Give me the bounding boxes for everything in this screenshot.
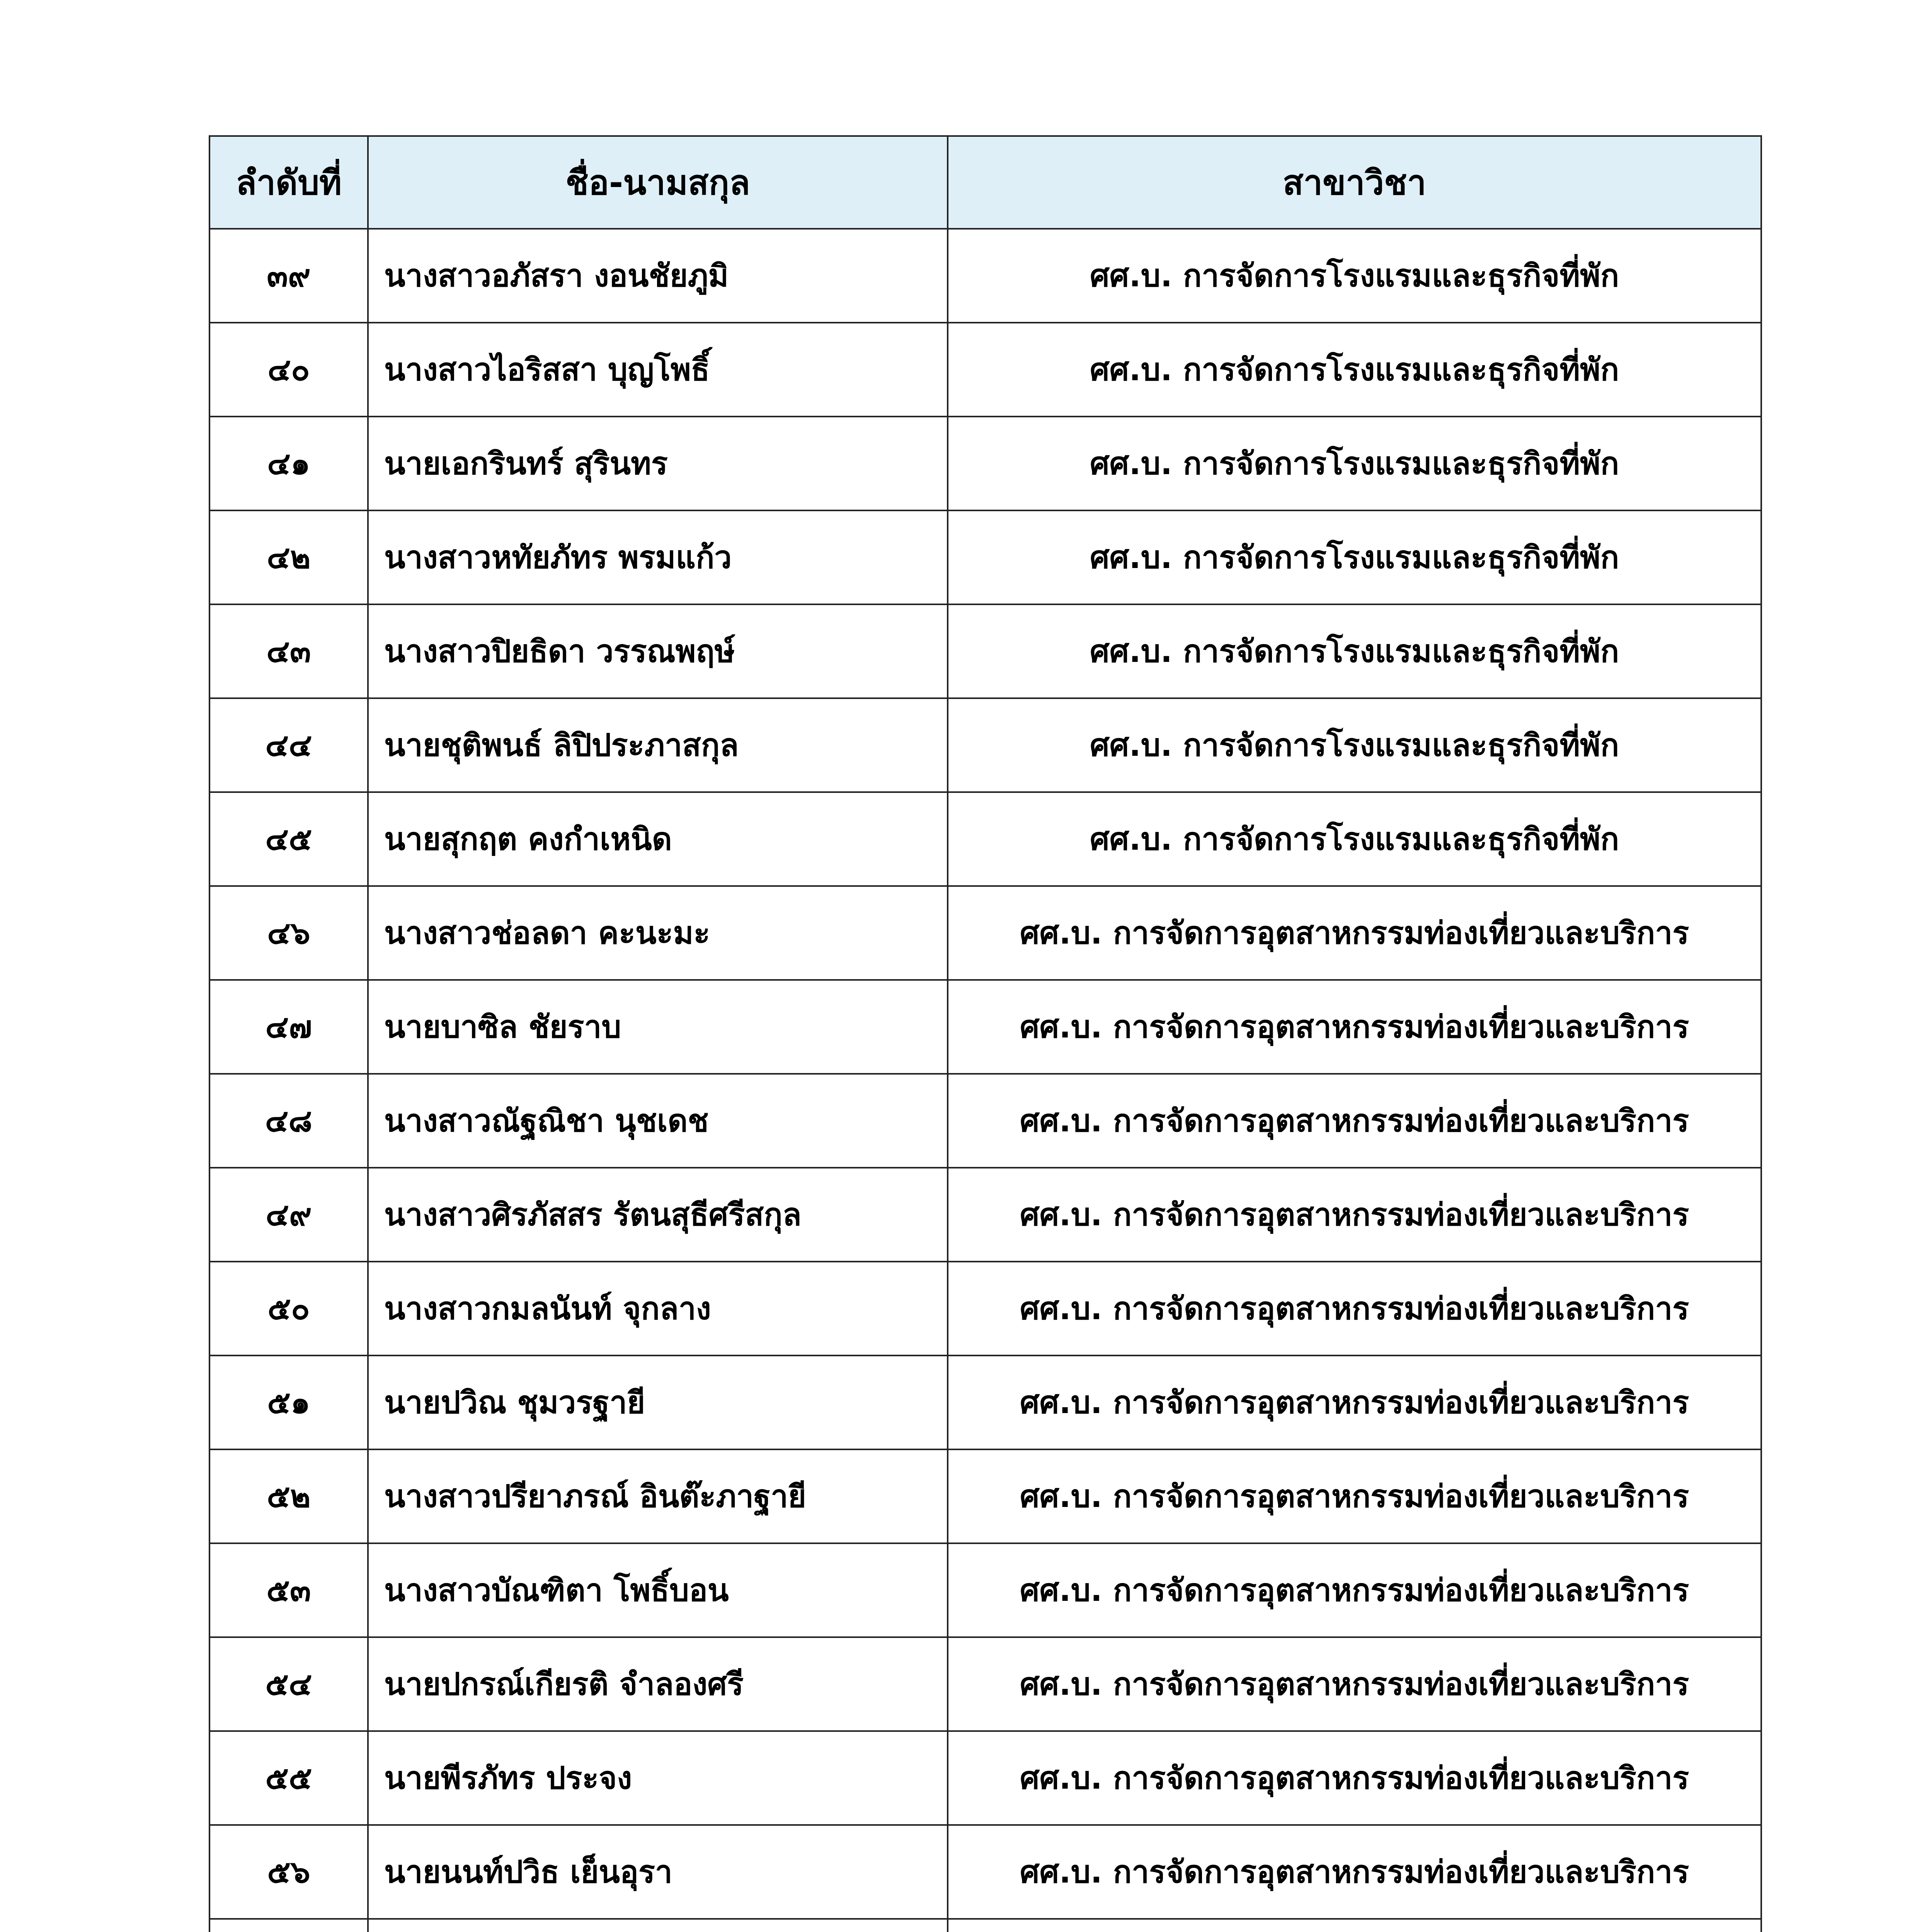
row-number: ๔๗ [209,980,368,1074]
table-row [209,1074,1761,1168]
column-header-number: ลำดับที่ [209,136,368,229]
major-name: ศศ.บ. การจัดการโรงแรมและธุรกิจที่พัก [948,323,1761,417]
major-name: ศศ.บ. การจัดการโรงแรมและธุรกิจที่พัก [948,510,1761,604]
table-row [209,980,1761,1074]
major-name: ศศ.บ. การจัดการโรงแรมและธุรกิจที่พัก [948,698,1761,792]
table-row [209,1919,1761,1932]
table-row [209,1637,1761,1731]
table-header-row [209,136,1761,229]
major-name: ศศ.บ. การจัดการอุตสาหกรรมท่องเที่ยวและบริการ [948,1262,1761,1355]
row-number: ๕๔ [209,1637,368,1731]
row-number: ๕๑ [209,1355,368,1449]
major-name: ศศ.บ. การจัดการโรงแรมและธุรกิจที่พัก [948,417,1761,510]
table-row [209,417,1761,510]
major-name: ศศ.บ. การจัดการอุตสาหกรรมท่องเที่ยวและบริการ [948,886,1761,980]
row-number: ๔๔ [209,698,368,792]
student-list-table [209,135,1762,1932]
table-header [209,136,1761,229]
column-header-major: สาขาวิชา [948,136,1761,229]
row-number: ๕๓ [209,1543,368,1637]
table-row [209,1355,1761,1449]
table-row [209,698,1761,792]
row-number: ๕๒ [209,1449,368,1543]
student-name: นางสาวปรียาภรณ์ อินต๊ะภาฐายี [368,1449,948,1543]
major-name: ศศ.บ. การจัดการอุตสาหกรรมท่องเที่ยวและบริการ [948,1825,1761,1919]
student-name: นายชุติพนธ์ ลิปิประภาสกุล [368,698,948,792]
row-number [209,1919,368,1932]
major-name: ศศ.บ. การจัดการอุตสาหกรรมท่องเที่ยวและบริการ [948,1543,1761,1637]
major-name [948,1919,1761,1932]
table-row [209,510,1761,604]
student-name: นางสาวช่อลดา คะนะมะ [368,886,948,980]
row-number: ๕๕ [209,1731,368,1825]
student-name: นายบาซิล ชัยราบ [368,980,948,1074]
major-name: ศศ.บ. การจัดการอุตสาหกรรมท่องเที่ยวและบริการ [948,1637,1761,1731]
student-name [368,1919,948,1932]
major-name: ศศ.บ. การจัดการอุตสาหกรรมท่องเที่ยวและบริการ [948,1074,1761,1168]
major-name: ศศ.บ. การจัดการอุตสาหกรรมท่องเที่ยวและบริการ [948,1731,1761,1825]
major-name: ศศ.บ. การจัดการอุตสาหกรรมท่องเที่ยวและบริการ [948,1355,1761,1449]
student-name: นายปกรณ์เกียรติ จำลองศรี [368,1637,948,1731]
row-number: ๕๐ [209,1262,368,1355]
student-name: นางสาวณัฐณิชา นุชเดช [368,1074,948,1168]
major-name: ศศ.บ. การจัดการโรงแรมและธุรกิจที่พัก [948,604,1761,698]
row-number: ๔๙ [209,1168,368,1262]
table-row [209,604,1761,698]
major-name: ศศ.บ. การจัดการอุตสาหกรรมท่องเที่ยวและบริการ [948,980,1761,1074]
table-row [209,229,1761,323]
student-name: นายสุกฤต คงกำเหนิด [368,792,948,886]
table-row [209,1449,1761,1543]
student-name: นางสาวปิยธิดา วรรณพฤษ์ [368,604,948,698]
row-number: ๔๐ [209,323,368,417]
student-name: นางสาวหทัยภัทร พรมแก้ว [368,510,948,604]
major-name: ศศ.บ. การจัดการโรงแรมและธุรกิจที่พัก [948,229,1761,323]
row-number: ๔๓ [209,604,368,698]
table-row [209,1262,1761,1355]
table-row [209,886,1761,980]
student-name: นายพีรภัทร ประจง [368,1731,948,1825]
table-row [209,792,1761,886]
row-number: ๔๘ [209,1074,368,1168]
table-row [209,323,1761,417]
row-number: ๔๑ [209,417,368,510]
table-row [209,1543,1761,1637]
table-row [209,1731,1761,1825]
table-body [209,229,1761,1932]
table-row [209,1168,1761,1262]
row-number: ๔๒ [209,510,368,604]
student-name: นางสาวอภัสรา งอนชัยภูมิ [368,229,948,323]
major-name: ศศ.บ. การจัดการอุตสาหกรรมท่องเที่ยวและบริการ [948,1449,1761,1543]
student-name: นางสาวศิรภัสสร รัตนสุธีศรีสกุล [368,1168,948,1262]
table-row [209,1825,1761,1919]
row-number: ๕๖ [209,1825,368,1919]
row-number: ๓๙ [209,229,368,323]
student-name: นายเอกรินทร์ สุรินทร [368,417,948,510]
major-name: ศศ.บ. การจัดการโรงแรมและธุรกิจที่พัก [948,792,1761,886]
student-name: นายปวิณ ชุมวรฐายี [368,1355,948,1449]
student-name: นายนนท์ปวิธ เย็นอุรา [368,1825,948,1919]
row-number: ๔๖ [209,886,368,980]
column-header-name: ชื่อ-นามสกุล [368,136,948,229]
row-number: ๔๕ [209,792,368,886]
student-name: นางสาวไอริสสา บุญโพธิ์ [368,323,948,417]
major-name: ศศ.บ. การจัดการอุตสาหกรรมท่องเที่ยวและบริการ [948,1168,1761,1262]
student-name: นางสาวกมลนันท์ จุกลาง [368,1262,948,1355]
student-name: นางสาวบัณฑิตา โพธิ์บอน [368,1543,948,1637]
